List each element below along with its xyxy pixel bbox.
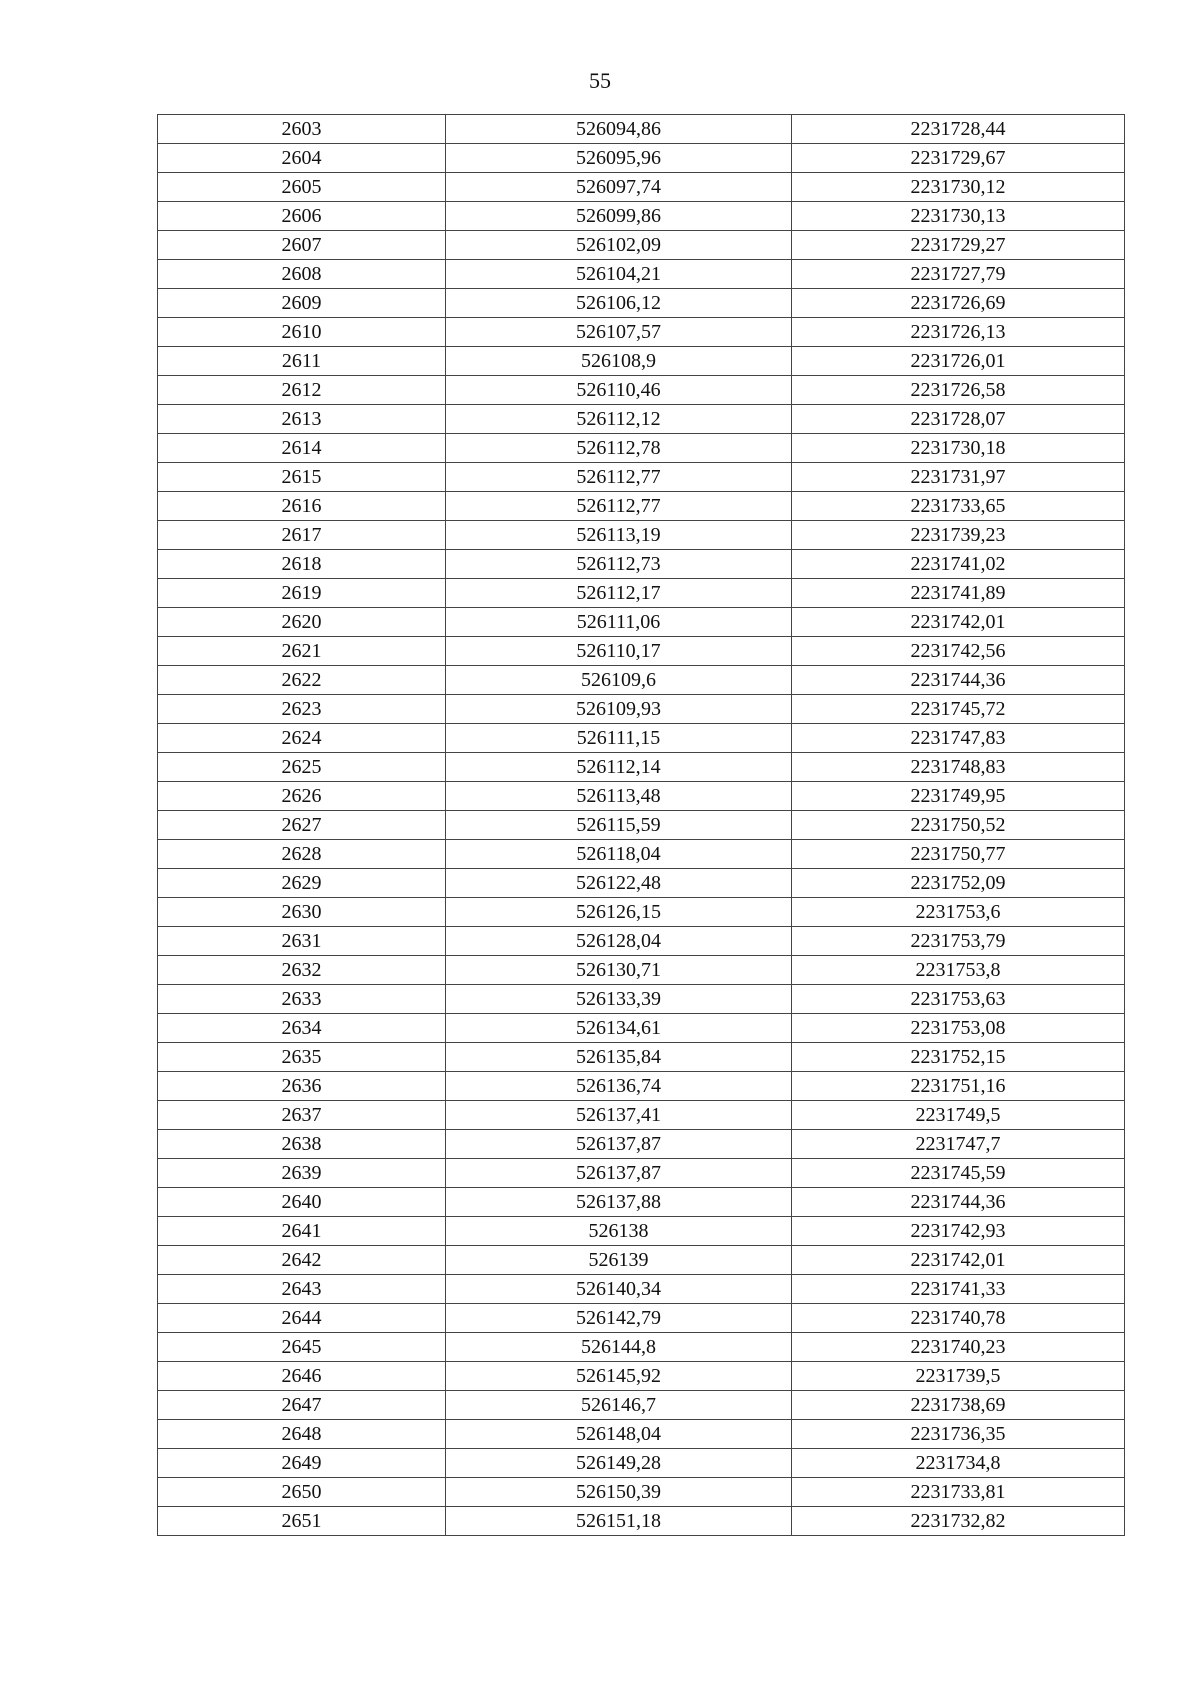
x-coordinate-cell: 526094,86	[446, 115, 792, 144]
point-number-cell: 2617	[158, 521, 446, 550]
y-coordinate-cell: 2231730,13	[792, 202, 1125, 231]
table-row	[158, 1304, 1125, 1333]
table-row	[158, 927, 1125, 956]
table-row	[158, 724, 1125, 753]
y-coordinate-cell: 2231741,33	[792, 1275, 1125, 1304]
point-number-cell: 2643	[158, 1275, 446, 1304]
point-number-cell: 2623	[158, 695, 446, 724]
point-number-cell: 2630	[158, 898, 446, 927]
table-row	[158, 782, 1125, 811]
y-coordinate-cell: 2231753,63	[792, 985, 1125, 1014]
y-coordinate-cell: 2231745,72	[792, 695, 1125, 724]
x-coordinate-cell: 526106,12	[446, 289, 792, 318]
y-coordinate-cell: 2231741,89	[792, 579, 1125, 608]
point-number-cell: 2611	[158, 347, 446, 376]
x-coordinate-cell: 526130,71	[446, 956, 792, 985]
table-row	[158, 492, 1125, 521]
table-row	[158, 753, 1125, 782]
table-row	[158, 521, 1125, 550]
y-coordinate-cell: 2231747,7	[792, 1130, 1125, 1159]
table-row	[158, 985, 1125, 1014]
y-coordinate-cell: 2231742,93	[792, 1217, 1125, 1246]
y-coordinate-cell: 2231734,8	[792, 1449, 1125, 1478]
table-row	[158, 405, 1125, 434]
y-coordinate-cell: 2231753,08	[792, 1014, 1125, 1043]
table-row	[158, 898, 1125, 927]
x-coordinate-cell: 526142,79	[446, 1304, 792, 1333]
x-coordinate-cell: 526126,15	[446, 898, 792, 927]
point-number-cell: 2614	[158, 434, 446, 463]
y-coordinate-cell: 2231742,01	[792, 608, 1125, 637]
point-number-cell: 2603	[158, 115, 446, 144]
coordinates-table-body	[158, 115, 1125, 1536]
point-number-cell: 2639	[158, 1159, 446, 1188]
table-row	[158, 1072, 1125, 1101]
point-number-cell: 2610	[158, 318, 446, 347]
x-coordinate-cell: 526099,86	[446, 202, 792, 231]
x-coordinate-cell: 526140,34	[446, 1275, 792, 1304]
point-number-cell: 2649	[158, 1449, 446, 1478]
y-coordinate-cell: 2231752,09	[792, 869, 1125, 898]
point-number-cell: 2642	[158, 1246, 446, 1275]
table-row	[158, 144, 1125, 173]
point-number-cell: 2608	[158, 260, 446, 289]
point-number-cell: 2644	[158, 1304, 446, 1333]
x-coordinate-cell: 526139	[446, 1246, 792, 1275]
point-number-cell: 2647	[158, 1391, 446, 1420]
y-coordinate-cell: 2231739,5	[792, 1362, 1125, 1391]
y-coordinate-cell: 2231750,77	[792, 840, 1125, 869]
table-row	[158, 1188, 1125, 1217]
point-number-cell: 2641	[158, 1217, 446, 1246]
table-row	[158, 1217, 1125, 1246]
x-coordinate-cell: 526115,59	[446, 811, 792, 840]
x-coordinate-cell: 526138	[446, 1217, 792, 1246]
point-number-cell: 2645	[158, 1333, 446, 1362]
x-coordinate-cell: 526104,21	[446, 260, 792, 289]
point-number-cell: 2646	[158, 1362, 446, 1391]
y-coordinate-cell: 2231726,01	[792, 347, 1125, 376]
y-coordinate-cell: 2231747,83	[792, 724, 1125, 753]
table-row	[158, 173, 1125, 202]
x-coordinate-cell: 526122,48	[446, 869, 792, 898]
x-coordinate-cell: 526111,06	[446, 608, 792, 637]
y-coordinate-cell: 2231731,97	[792, 463, 1125, 492]
x-coordinate-cell: 526108,9	[446, 347, 792, 376]
point-number-cell: 2622	[158, 666, 446, 695]
x-coordinate-cell: 526149,28	[446, 1449, 792, 1478]
point-number-cell: 2627	[158, 811, 446, 840]
table-row	[158, 550, 1125, 579]
x-coordinate-cell: 526135,84	[446, 1043, 792, 1072]
point-number-cell: 2609	[158, 289, 446, 318]
x-coordinate-cell: 526110,17	[446, 637, 792, 666]
point-number-cell: 2626	[158, 782, 446, 811]
point-number-cell: 2613	[158, 405, 446, 434]
y-coordinate-cell: 2231752,15	[792, 1043, 1125, 1072]
x-coordinate-cell: 526137,88	[446, 1188, 792, 1217]
x-coordinate-cell: 526137,87	[446, 1130, 792, 1159]
x-coordinate-cell: 526095,96	[446, 144, 792, 173]
table-row	[158, 1362, 1125, 1391]
table-row	[158, 1507, 1125, 1536]
point-number-cell: 2637	[158, 1101, 446, 1130]
y-coordinate-cell: 2231748,83	[792, 753, 1125, 782]
x-coordinate-cell: 526112,78	[446, 434, 792, 463]
y-coordinate-cell: 2231733,81	[792, 1478, 1125, 1507]
point-number-cell: 2638	[158, 1130, 446, 1159]
x-coordinate-cell: 526118,04	[446, 840, 792, 869]
point-number-cell: 2650	[158, 1478, 446, 1507]
y-coordinate-cell: 2231730,18	[792, 434, 1125, 463]
x-coordinate-cell: 526112,14	[446, 753, 792, 782]
x-coordinate-cell: 526144,8	[446, 1333, 792, 1362]
point-number-cell: 2619	[158, 579, 446, 608]
point-number-cell: 2648	[158, 1420, 446, 1449]
point-number-cell: 2604	[158, 144, 446, 173]
x-coordinate-cell: 526110,46	[446, 376, 792, 405]
table-row	[158, 869, 1125, 898]
y-coordinate-cell: 2231736,35	[792, 1420, 1125, 1449]
point-number-cell: 2615	[158, 463, 446, 492]
y-coordinate-cell: 2231726,13	[792, 318, 1125, 347]
table-row	[158, 608, 1125, 637]
point-number-cell: 2635	[158, 1043, 446, 1072]
y-coordinate-cell: 2231727,79	[792, 260, 1125, 289]
table-row	[158, 1391, 1125, 1420]
x-coordinate-cell: 526109,93	[446, 695, 792, 724]
x-coordinate-cell: 526113,48	[446, 782, 792, 811]
point-number-cell: 2612	[158, 376, 446, 405]
point-number-cell: 2620	[158, 608, 446, 637]
point-number-cell: 2651	[158, 1507, 446, 1536]
x-coordinate-cell: 526151,18	[446, 1507, 792, 1536]
y-coordinate-cell: 2231728,07	[792, 405, 1125, 434]
point-number-cell: 2628	[158, 840, 446, 869]
y-coordinate-cell: 2231749,5	[792, 1101, 1125, 1130]
table-row	[158, 260, 1125, 289]
x-coordinate-cell: 526150,39	[446, 1478, 792, 1507]
point-number-cell: 2616	[158, 492, 446, 521]
table-row	[158, 1014, 1125, 1043]
table-row	[158, 289, 1125, 318]
y-coordinate-cell: 2231751,16	[792, 1072, 1125, 1101]
point-number-cell: 2634	[158, 1014, 446, 1043]
y-coordinate-cell: 2231726,58	[792, 376, 1125, 405]
y-coordinate-cell: 2231745,59	[792, 1159, 1125, 1188]
table-row	[158, 463, 1125, 492]
x-coordinate-cell: 526148,04	[446, 1420, 792, 1449]
y-coordinate-cell: 2231753,6	[792, 898, 1125, 927]
x-coordinate-cell: 526097,74	[446, 173, 792, 202]
x-coordinate-cell: 526137,41	[446, 1101, 792, 1130]
point-number-cell: 2607	[158, 231, 446, 260]
y-coordinate-cell: 2231726,69	[792, 289, 1125, 318]
point-number-cell: 2636	[158, 1072, 446, 1101]
table-row	[158, 434, 1125, 463]
table-row	[158, 1130, 1125, 1159]
x-coordinate-cell: 526109,6	[446, 666, 792, 695]
y-coordinate-cell: 2231740,23	[792, 1333, 1125, 1362]
y-coordinate-cell: 2231739,23	[792, 521, 1125, 550]
table-row	[158, 115, 1125, 144]
table-row	[158, 202, 1125, 231]
table-row	[158, 1101, 1125, 1130]
y-coordinate-cell: 2231753,79	[792, 927, 1125, 956]
y-coordinate-cell: 2231729,67	[792, 144, 1125, 173]
point-number-cell: 2633	[158, 985, 446, 1014]
x-coordinate-cell: 526146,7	[446, 1391, 792, 1420]
x-coordinate-cell: 526112,77	[446, 492, 792, 521]
coordinates-table	[157, 114, 1125, 1536]
y-coordinate-cell: 2231728,44	[792, 115, 1125, 144]
x-coordinate-cell: 526111,15	[446, 724, 792, 753]
x-coordinate-cell: 526107,57	[446, 318, 792, 347]
y-coordinate-cell: 2231742,01	[792, 1246, 1125, 1275]
x-coordinate-cell: 526102,09	[446, 231, 792, 260]
y-coordinate-cell: 2231730,12	[792, 173, 1125, 202]
x-coordinate-cell: 526133,39	[446, 985, 792, 1014]
y-coordinate-cell: 2231750,52	[792, 811, 1125, 840]
y-coordinate-cell: 2231744,36	[792, 1188, 1125, 1217]
point-number-cell: 2606	[158, 202, 446, 231]
x-coordinate-cell: 526134,61	[446, 1014, 792, 1043]
y-coordinate-cell: 2231729,27	[792, 231, 1125, 260]
table-row	[158, 1043, 1125, 1072]
y-coordinate-cell: 2231733,65	[792, 492, 1125, 521]
point-number-cell: 2605	[158, 173, 446, 202]
table-row	[158, 1420, 1125, 1449]
x-coordinate-cell: 526112,73	[446, 550, 792, 579]
point-number-cell: 2621	[158, 637, 446, 666]
table-row	[158, 318, 1125, 347]
y-coordinate-cell: 2231741,02	[792, 550, 1125, 579]
table-row	[158, 1478, 1125, 1507]
point-number-cell: 2640	[158, 1188, 446, 1217]
x-coordinate-cell: 526113,19	[446, 521, 792, 550]
table-row	[158, 347, 1125, 376]
table-row	[158, 811, 1125, 840]
y-coordinate-cell: 2231749,95	[792, 782, 1125, 811]
y-coordinate-cell: 2231742,56	[792, 637, 1125, 666]
y-coordinate-cell: 2231738,69	[792, 1391, 1125, 1420]
x-coordinate-cell: 526145,92	[446, 1362, 792, 1391]
x-coordinate-cell: 526112,77	[446, 463, 792, 492]
table-row	[158, 1449, 1125, 1478]
table-row	[158, 1275, 1125, 1304]
x-coordinate-cell: 526128,04	[446, 927, 792, 956]
table-row	[158, 956, 1125, 985]
point-number-cell: 2632	[158, 956, 446, 985]
y-coordinate-cell: 2231740,78	[792, 1304, 1125, 1333]
table-row	[158, 840, 1125, 869]
point-number-cell: 2618	[158, 550, 446, 579]
y-coordinate-cell: 2231744,36	[792, 666, 1125, 695]
y-coordinate-cell: 2231732,82	[792, 1507, 1125, 1536]
table-row	[158, 695, 1125, 724]
y-coordinate-cell: 2231753,8	[792, 956, 1125, 985]
point-number-cell: 2624	[158, 724, 446, 753]
table-row	[158, 1333, 1125, 1362]
x-coordinate-cell: 526112,17	[446, 579, 792, 608]
page-number: 55	[589, 68, 611, 93]
table-row	[158, 579, 1125, 608]
table-row	[158, 1246, 1125, 1275]
table-row	[158, 231, 1125, 260]
point-number-cell: 2631	[158, 927, 446, 956]
x-coordinate-cell: 526137,87	[446, 1159, 792, 1188]
table-row	[158, 376, 1125, 405]
table-row	[158, 666, 1125, 695]
x-coordinate-cell: 526112,12	[446, 405, 792, 434]
point-number-cell: 2629	[158, 869, 446, 898]
table-row	[158, 1159, 1125, 1188]
point-number-cell: 2625	[158, 753, 446, 782]
x-coordinate-cell: 526136,74	[446, 1072, 792, 1101]
table-row	[158, 637, 1125, 666]
